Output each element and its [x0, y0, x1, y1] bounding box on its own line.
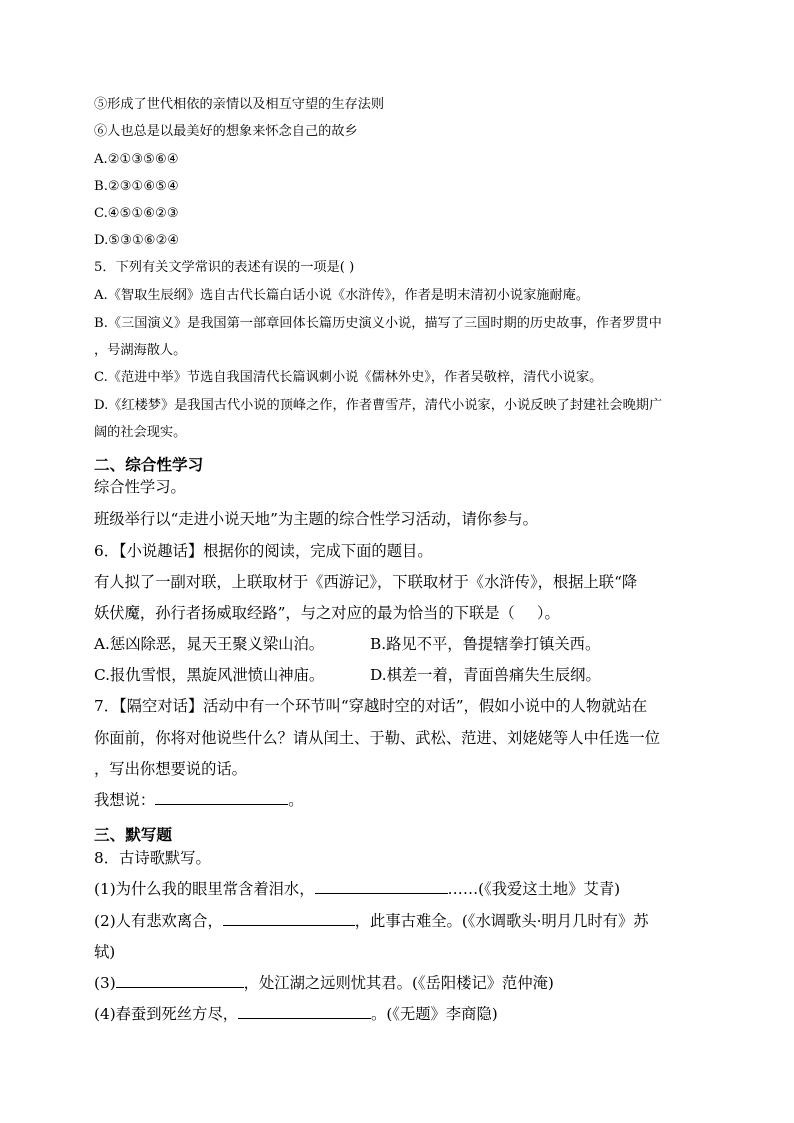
- q4-option-b: B.②③①⑥⑤④: [94, 179, 179, 194]
- q8-item2-text: (2)人有悲欢离合，: [94, 912, 223, 930]
- section3-heading: 三、默写题: [94, 826, 172, 844]
- q7-answer-blank[interactable]: [155, 790, 288, 805]
- q8-item1-blank[interactable]: [315, 879, 448, 894]
- q8-item2: [94, 911, 649, 931]
- q6-line2-text: 妖伏魔，孙行者扬威取经路”，与之对应的最为恰当的下联是（: [94, 604, 515, 622]
- q8-stem: 8．古诗歌默写。: [94, 849, 211, 867]
- q7-answer-label: 我想说：: [94, 791, 156, 809]
- q8-item1: [94, 879, 620, 899]
- q4-option-a: A.②①③⑤⑥④: [94, 152, 179, 167]
- q8-item3-blank[interactable]: [116, 973, 244, 988]
- q6-options-row2: [94, 665, 601, 685]
- q6-options-row1: [94, 634, 601, 654]
- q6-option-b: B.路见不平，鲁提辖拳打镇关西。: [370, 635, 601, 653]
- q8-item2-blank[interactable]: [223, 911, 355, 926]
- q7-line3: ，写出你想要说的话。: [94, 760, 247, 778]
- q8-item2-source: ，此事古难全。(《水调歌头·明月几时有》苏: [354, 912, 649, 930]
- q8-item3-source: ，处江湖之远则忧其君。(《岳阳楼记》范仲淹): [243, 974, 554, 992]
- q8-item2-line2: 轼): [94, 943, 116, 961]
- q5-stem: 5．下列有关文学常识的表述有误的一项是( ): [94, 260, 355, 275]
- q6-option-c: C.报仇雪恨，黑旋风泄愤山神庙。: [94, 666, 325, 684]
- section2-subtitle: 综合性学习。: [94, 478, 186, 496]
- q7-answer-line: [94, 790, 304, 810]
- q5-option-c: C.《范进中举》节选自我国清代长篇讽刺小说《儒林外史》，作者吴敬梓，清代小说家。: [94, 370, 603, 385]
- q5-option-d-line1: D.《红楼梦》是我国古代小说的顶峰之作，作者曹雪芹，清代小说家，小说反映了封建社会晚期广: [94, 398, 663, 413]
- q7-line1: 7．【隔空对话】活动中有一个环节叫“穿越时空的对话”，假如小说中的人物就站在: [94, 697, 648, 715]
- q8-item4-text: (4)春蚕到死丝方尽，: [94, 1005, 239, 1023]
- q8-item4-blank[interactable]: [238, 1004, 371, 1019]
- q5-option-a: A.《智取生辰纲》选自古代长篇白话小说《水浒传》，作者是明末清初小说家施耐庵。: [94, 288, 590, 303]
- q6-option-d: D.棋差一着，青面兽痛失生辰纲。: [370, 666, 601, 684]
- q8-item3: [94, 973, 554, 993]
- q5-option-d-line2: 阔的社会现实。: [94, 425, 187, 440]
- q8-item1-text: (1)为什么我的眼里常含着泪水，: [94, 880, 315, 898]
- q4-item-6: ⑥人也总是以最美好的想象来怀念自己的故乡: [94, 124, 358, 139]
- q6-option-a: A.惩凶除恶，晁天王聚义梁山泊。: [94, 635, 325, 653]
- q7-answer-end: 。: [288, 791, 304, 809]
- q5-option-b-line1: B.《三国演义》是我国第一部章回体长篇历史演义小说，描写了三国时期的历史故事，作者罗贯中: [94, 316, 662, 331]
- q8-item4-source: 。(《无题》李商隐): [371, 1005, 498, 1023]
- q8-item3-number: (3): [94, 974, 116, 992]
- q8-item1-source: ……(《我爱这土地》艾青): [447, 880, 621, 898]
- q6-line2: [94, 603, 560, 623]
- section2-heading: 二、综合性学习: [94, 456, 204, 474]
- section2-intro: 班级举行以“走进小说天地”为主题的综合性学习活动，请你参与。: [94, 510, 538, 528]
- q5-option-b-line2: ，号湖海散人。: [94, 343, 187, 358]
- q4-option-c: C.④⑤①⑥②③: [94, 206, 179, 221]
- q7-line2: 你面前，你将对他说些什么？请从闰土、于勒、武松、范进、刘姥姥等人中任选一位: [94, 729, 660, 747]
- q4-option-d: D.⑤③①⑥②④: [94, 233, 180, 248]
- q6-line2-end: ）。: [536, 604, 560, 622]
- q4-item-5: ⑤形成了世代相依的亲情以及相互守望的生存法则: [94, 97, 385, 112]
- q6-line1: 有人拟了一副对联，上联取材于《西游记》，下联取材于《水浒传》，根据上联“降: [94, 573, 638, 591]
- q8-item4: [94, 1004, 498, 1024]
- q6-stem: 6．【小说趣话】根据你的阅读，完成下面的题目。: [94, 542, 433, 560]
